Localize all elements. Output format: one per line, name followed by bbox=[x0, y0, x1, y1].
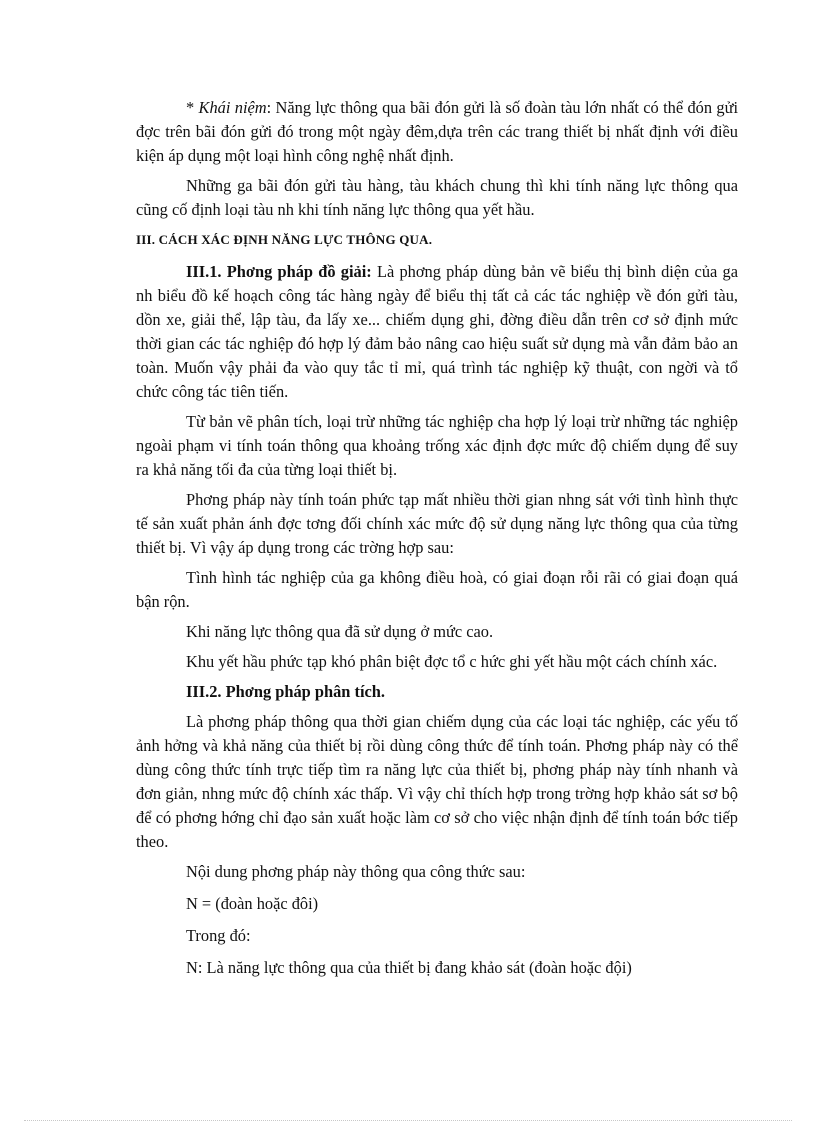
paragraph-shared-stations: Những ga bãi đón gửi tàu hàng, tàu khách chung thì khi tính năng lực thông qua cũng cố định loại tàu nh khi tính năng lực thông qua yết hầu. bbox=[136, 176, 738, 219]
graphical-method-text: Là phơng pháp dùng bản vẽ biểu thị bình diện của ga nh biểu đồ kế hoạch công tác hàng ngày để biểu thị tất cả các tác nghiệp về đón gửi tàu, dồn xe, giải thể, lập tàu, đa lấy xe... chiếm dụng ghi, đờng điều dẫn trên cơ sở định mức thời gian các tác nghiệp đó hợp lý đảm bảo nâng cao hiệu suất sử dụng mà vẫn đảm bảo an toàn. Muốn vậy phải đa vào quy tắc tỉ mỉ, quá trình tác nghiệp kỹ thuật, con ngời và tổ chức công tác tiên tiến. bbox=[136, 262, 738, 401]
definition-term: Khái niệm bbox=[198, 98, 267, 117]
section-heading-3-text: III. CÁCH XÁC ĐỊNH NĂNG LỰC THÔNG QUA. bbox=[136, 232, 433, 247]
footer-dotted-rule bbox=[24, 1120, 792, 1121]
paragraph-n-definition: N: Là năng lực thông qua của thiết bị đang khảo sát (đoàn hoặc đội) bbox=[186, 958, 632, 977]
paragraph-analytic-method: Là phơng pháp thông qua thời gian chiếm dụng của các loại tác nghiệp, các yếu tố ảnh hởng và khả năng của thiết bị rồi dùng công thức để tính toán. Phơng pháp này có thể dùng công thức tính trực tiếp tìm ra năng lực của thiết bị, phơng pháp này tính nhanh và đơn giản, nhng mức độ chính xác thấp. Vì vậy chỉ thích hợp trong trờng hợp khảo sát sơ bộ để có phơng hớng chỉ đạo sản xuất hoặc làm cơ sở cho việc nhận định để tính toán bớc tiếp theo. bbox=[136, 712, 738, 851]
document-page bbox=[136, 96, 738, 988]
paragraph-graphical-method bbox=[136, 260, 738, 404]
paragraph-case-complex-throat: Khu yết hầu phức tạp khó phân biệt đợc tổ c hức ghi yết hầu một cách chính xác. bbox=[186, 652, 718, 671]
section-heading-3 bbox=[136, 228, 738, 252]
paragraph-where: Trong đó: bbox=[186, 926, 251, 945]
formula-line: N = (đoàn hoặc đôi) bbox=[186, 894, 319, 913]
subsection-heading-3-2: III.2. Phơng pháp phân tích. bbox=[186, 682, 386, 701]
paragraph-formula-intro: Nội dung phơng pháp này thông qua công thức sau: bbox=[186, 862, 526, 881]
paragraph-case-irregular: Tình hình tác nghiệp của ga không điều hoà, có giai đoạn rỗi rãi có giai đoạn quá bận rộn. bbox=[136, 568, 738, 611]
definition-text: : Năng lực thông qua bãi đón gửi là số đoàn tàu lớn nhất có thể đón gửi đợc trên bãi đón gửi đó trong một ngày đêm,dựa trên các trang thiết bị nhất định với điều kiện áp dụng một loại hình công nghệ nhất định. bbox=[136, 98, 739, 165]
paragraph-case-high-usage: Khi năng lực thông qua đã sử dụng ở mức cao. bbox=[186, 622, 494, 641]
asterisk: * bbox=[186, 98, 199, 117]
paragraph-method-complexity: Phơng pháp này tính toán phức tạp mất nhiều thời gian nhng sát với tình hình thực tế sản xuất phản ánh đợc tơng đối chính xác mức độ sử dụng năng lực thông qua của từng thiết bị. Vì vậy áp dụng trong các trờng hợp sau: bbox=[136, 490, 738, 557]
paragraph-analysis-drawing: Từ bản vẽ phân tích, loại trừ những tác nghiệp cha hợp lý loại trừ những tác nghiệp ngoài phạm vi tính toán thông qua khoảng trống xác định đợc mức độ chiếm dụng để suy ra khả năng tối đa của từng loại thiết bị. bbox=[136, 412, 738, 479]
subsection-heading-3-1: III.1. Phơng pháp đồ giải: bbox=[186, 262, 372, 281]
paragraph-definition bbox=[136, 96, 738, 168]
